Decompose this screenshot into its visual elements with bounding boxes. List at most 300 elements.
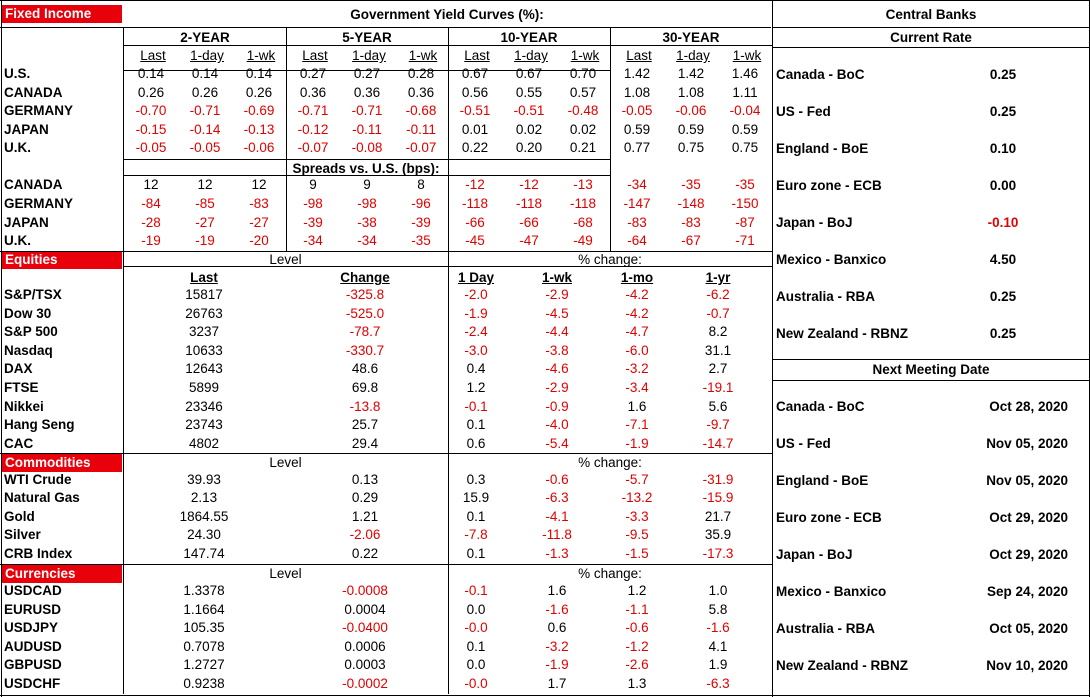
- yield-cell: 0.01: [461, 121, 489, 137]
- currencies-cell: -6.3: [706, 676, 730, 691]
- yield-cell: -0.06: [243, 140, 275, 156]
- equities-cell: 29.4: [351, 435, 379, 451]
- spread-cell: -12: [465, 177, 485, 192]
- equities-row-name: S&P 500: [4, 324, 58, 340]
- govt-yield-title: Government Yield Curves (%):: [350, 7, 544, 22]
- row-divider: [773, 380, 1090, 381]
- commodities-cell: -9.5: [625, 527, 649, 543]
- commodities-cell: 0.13: [351, 472, 379, 487]
- meeting-date: Nov 10, 2020: [986, 658, 1068, 673]
- meeting-date: Nov 05, 2020: [986, 473, 1068, 488]
- yield-cell: 1.42: [677, 66, 705, 81]
- equities-row-name: FTSE: [4, 380, 39, 395]
- equities-cell: -4.4: [545, 324, 569, 340]
- yield-cell: 1.42: [623, 66, 651, 81]
- equities-cell: 1.6: [627, 398, 647, 414]
- yield-subcol-header: 1-day: [514, 48, 548, 63]
- currencies-pct-label: % change:: [578, 566, 642, 581]
- commodities-cell: -4.1: [545, 508, 569, 524]
- spread-cell: -64: [627, 233, 647, 249]
- equities-cell: 12643: [185, 361, 223, 377]
- commodities-cell: -11.8: [542, 527, 572, 543]
- yield-cell: 1.11: [732, 84, 758, 100]
- equities-cell: 8.2: [708, 324, 728, 340]
- bank-rate: 0.25: [989, 289, 1017, 304]
- bank-name: Japan - BoJ: [776, 215, 853, 230]
- equities-cell: -19.1: [702, 380, 734, 395]
- currencies-cell: -0.0: [464, 620, 488, 636]
- meeting-date: Nov 05, 2020: [986, 436, 1068, 451]
- column-divider: [1, 0, 2, 697]
- yield-cell: 0.26: [245, 84, 273, 100]
- spread-cell: -83: [681, 214, 701, 230]
- yield-cell: -0.07: [297, 140, 329, 156]
- row-divider: [0, 564, 773, 565]
- yield-cell: -0.70: [135, 103, 167, 119]
- row-divider: [0, 27, 771, 28]
- bank-rate: -0.10: [987, 215, 1019, 230]
- current-rate-title: Current Rate: [890, 30, 972, 45]
- currencies-cell: 1.2727: [183, 657, 225, 673]
- yield-subcol-header: 1-day: [352, 48, 386, 63]
- spread-cell: -35: [681, 177, 701, 192]
- currencies-cell: -0.6: [625, 620, 649, 636]
- equities-cell: -6.0: [625, 342, 649, 358]
- currencies-cell: 1.6: [547, 583, 567, 598]
- currencies-row-name: AUDUSD: [4, 638, 62, 654]
- equities-cell: -3.2: [625, 361, 649, 377]
- spread-cell: -71: [735, 233, 755, 249]
- yield-cell: -0.51: [459, 103, 491, 119]
- currencies-row-name: USDJPY: [4, 620, 59, 636]
- yield-cell: 0.57: [569, 84, 597, 100]
- currencies-cell: 1.3378: [183, 583, 225, 598]
- yield-subcol-header: 1-day: [190, 48, 224, 63]
- country-label: JAPAN: [4, 121, 49, 137]
- yield-subcol-header: 1-wk: [732, 48, 762, 63]
- equities-cell: 26763: [185, 305, 223, 321]
- commodities-row-name: Natural Gas: [4, 490, 80, 506]
- yield-cell: -0.68: [405, 103, 437, 119]
- equities-cell: -4.2: [625, 305, 649, 321]
- bank-name: England - BoE: [776, 141, 869, 156]
- spreads-title: Spreads vs. U.S. (bps):: [292, 161, 440, 176]
- spread-cell: -118: [569, 195, 597, 211]
- equities-header: Equities: [1, 251, 122, 269]
- spread-cell: -38: [357, 214, 377, 230]
- equities-cell: 23346: [185, 398, 223, 414]
- equities-cell: 5.6: [708, 398, 728, 414]
- commodities-cell: 0.3: [466, 472, 486, 487]
- yield-cell: 0.27: [299, 66, 327, 81]
- currencies-cell: 0.0003: [344, 657, 386, 673]
- spread-cell: -34: [627, 177, 647, 192]
- yield-cell: 0.21: [569, 140, 597, 156]
- spread-cell: -83: [249, 195, 269, 211]
- currencies-row-name: USDCAD: [4, 583, 62, 598]
- equities-cell: -1.9: [464, 305, 488, 321]
- commodities-cell: -2.06: [349, 527, 381, 543]
- spread-cell: -67: [681, 233, 701, 249]
- yield-cell: -0.13: [243, 121, 275, 137]
- currencies-cell: -3.2: [545, 638, 569, 654]
- spread-cell: -27: [195, 214, 215, 230]
- yield-subcol-header: 1-wk: [408, 48, 438, 63]
- equities-row-name: Dow 30: [4, 305, 52, 321]
- equity-col-header: 1-mo: [620, 270, 654, 285]
- equities-cell: -4.0: [545, 417, 569, 433]
- column-divider: [772, 0, 773, 697]
- yield-cell: 1.46: [731, 66, 759, 81]
- commodities-cell: -1.5: [625, 545, 649, 561]
- equities-cell: -525.0: [345, 305, 385, 321]
- bank-name: Mexico - Banxico: [776, 584, 887, 599]
- yield-cell: 0.14: [245, 66, 273, 81]
- yield-cell: 0.70: [569, 66, 597, 81]
- currencies-cell: 1.9: [708, 657, 728, 673]
- commodities-cell: -0.6: [545, 472, 569, 487]
- meeting-date: Oct 29, 2020: [989, 510, 1068, 525]
- commodities-row-name: CRB Index: [4, 545, 73, 561]
- country-label: GERMANY: [4, 103, 74, 119]
- spread-cell: -35: [411, 233, 431, 249]
- yield-subcol-header: Last: [140, 48, 166, 63]
- commodities-cell: 35.9: [704, 527, 732, 543]
- currencies-cell: -0.0002: [342, 676, 388, 691]
- commodities-cell: -6.3: [545, 490, 569, 506]
- yield-cell: 0.75: [731, 140, 759, 156]
- equities-cell: -4.6: [545, 361, 569, 377]
- currencies-cell: 1.7: [547, 676, 567, 691]
- country-label: CANADA: [4, 84, 63, 100]
- spread-cell: -87: [735, 214, 755, 230]
- spread-cell: -66: [519, 214, 539, 230]
- equities-cell: -1.9: [625, 435, 649, 451]
- bank-rate: 0.25: [989, 104, 1017, 119]
- currencies-cell: -1.6: [706, 620, 730, 636]
- currencies-cell: 0.0004: [344, 601, 386, 617]
- currencies-row-name: EURUSD: [4, 601, 62, 617]
- equities-cell: -13.8: [349, 398, 381, 414]
- commodities-cell: -15.9: [702, 490, 734, 506]
- spread-cell: -84: [141, 195, 161, 211]
- equity-col-header: 1 Day: [457, 270, 495, 285]
- row-divider: [773, 359, 1090, 360]
- bank-name: US - Fed: [776, 104, 831, 119]
- spread-cell: 12: [251, 177, 267, 192]
- currencies-cell: 0.0: [466, 657, 486, 673]
- currencies-cell: -0.0400: [342, 620, 388, 636]
- equities-cell: -4.2: [625, 287, 649, 302]
- bank-name: Australia - RBA: [776, 289, 876, 304]
- yield-cell: 0.20: [515, 140, 543, 156]
- equities-level-label: Level: [269, 252, 302, 267]
- central-banks-title: Central Banks: [885, 7, 977, 22]
- spread-cell: -35: [735, 177, 755, 192]
- country-label: JAPAN: [4, 214, 49, 230]
- commodities-cell: -5.7: [625, 472, 649, 487]
- country-label: GERMANY: [4, 195, 74, 211]
- bank-rate: 0.10: [989, 141, 1017, 156]
- commodities-cell: -1.3: [545, 545, 569, 561]
- currencies-cell: 0.6: [547, 620, 567, 636]
- equities-cell: 1.2: [466, 380, 486, 395]
- country-label: U.K.: [4, 140, 31, 156]
- yield-subcol-header: 1-wk: [570, 48, 600, 63]
- commodities-pct-label: % change:: [578, 455, 642, 470]
- equities-cell: -0.7: [706, 305, 730, 321]
- spread-cell: -45: [465, 233, 485, 249]
- yield-cell: 0.75: [677, 140, 705, 156]
- equities-cell: 0.6: [466, 435, 486, 451]
- yield-cell: -0.11: [406, 121, 436, 137]
- yield-cell: -0.08: [351, 140, 383, 156]
- currencies-cell: 105.35: [183, 620, 225, 636]
- row-divider: [773, 47, 1090, 48]
- currencies-cell: 0.1: [466, 638, 486, 654]
- equities-cell: -7.1: [625, 417, 649, 433]
- yield-subcol-header: 1-wk: [246, 48, 276, 63]
- yield-subcol-header: Last: [464, 48, 490, 63]
- spread-cell: -12: [519, 177, 539, 192]
- equity-col-header: 1-yr: [705, 270, 731, 285]
- bank-rate: 0.25: [989, 67, 1017, 82]
- next-meeting-title: Next Meeting Date: [872, 362, 990, 377]
- yield-cell: -0.71: [297, 103, 329, 119]
- spread-cell: 12: [143, 177, 159, 192]
- equities-row-name: Nasdaq: [4, 342, 53, 358]
- commodities-cell: 39.93: [187, 472, 221, 487]
- spread-cell: -34: [303, 233, 323, 249]
- spread-cell: -39: [411, 214, 431, 230]
- bank-name: Canada - BoC: [776, 399, 865, 414]
- equities-cell: 69.8: [351, 380, 379, 395]
- yield-cell: 0.02: [569, 121, 597, 137]
- country-label: U.K.: [4, 233, 31, 249]
- equities-cell: -2.9: [545, 380, 569, 395]
- bank-name: Euro zone - ECB: [776, 510, 882, 525]
- yield-cell: 0.59: [677, 121, 705, 137]
- commodities-row-name: WTI Crude: [4, 472, 72, 487]
- yield-cell: 0.56: [461, 84, 489, 100]
- equities-cell: -78.7: [349, 324, 381, 340]
- commodities-cell: 21.7: [704, 508, 732, 524]
- bank-name: US - Fed: [776, 436, 831, 451]
- spread-cell: 9: [363, 177, 371, 192]
- spread-cell: -98: [357, 195, 377, 211]
- equities-row-name: Nikkei: [4, 398, 44, 414]
- equities-cell: 25.7: [351, 417, 379, 433]
- yield-cell: 0.14: [191, 66, 219, 81]
- yield-cell: -0.07: [405, 140, 437, 156]
- spread-cell: -98: [303, 195, 323, 211]
- tenor-header: 10-YEAR: [500, 30, 558, 45]
- meeting-date: Oct 28, 2020: [989, 399, 1068, 414]
- currencies-cell: -0.1: [464, 583, 488, 598]
- bank-rate: 4.50: [989, 252, 1017, 267]
- equities-cell: -2.4: [464, 324, 488, 340]
- commodities-row-name: Silver: [4, 527, 41, 543]
- spread-cell: 9: [309, 177, 317, 192]
- commodities-cell: 24.30: [187, 527, 221, 543]
- currencies-cell: -1.6: [545, 601, 569, 617]
- commodities-cell: -7.8: [464, 527, 488, 543]
- spread-cell: -118: [515, 195, 543, 211]
- equities-row-name: DAX: [4, 361, 33, 377]
- bank-name: Australia - RBA: [776, 621, 876, 636]
- equities-row-name: Hang Seng: [4, 417, 75, 433]
- equities-cell: 4802: [188, 435, 220, 451]
- currencies-cell: 0.0006: [344, 638, 386, 654]
- currencies-cell: -0.0: [464, 676, 488, 691]
- currencies-cell: 0.0: [466, 601, 486, 617]
- meeting-date: Sep 24, 2020: [986, 584, 1068, 599]
- equities-cell: -3.8: [545, 342, 569, 358]
- yield-cell: 0.59: [731, 121, 759, 137]
- spread-cell: -49: [573, 233, 593, 249]
- yield-subcol-header: Last: [626, 48, 652, 63]
- bank-name: Japan - BoJ: [776, 547, 853, 562]
- yield-cell: 0.77: [623, 140, 651, 156]
- currencies-cell: -1.9: [545, 657, 569, 673]
- commodities-cell: 1.21: [351, 508, 379, 524]
- spread-cell: -19: [141, 233, 161, 249]
- yield-cell: 0.36: [299, 84, 327, 100]
- row-divider: [124, 159, 610, 160]
- yield-cell: -0.48: [567, 103, 599, 119]
- spread-cell: -39: [303, 214, 323, 230]
- row-divider: [0, 251, 773, 252]
- currencies-header: Currencies: [1, 565, 122, 583]
- equity-col-header: Last: [190, 270, 218, 285]
- equities-cell: -2.0: [464, 287, 488, 302]
- yield-cell: -0.12: [297, 121, 329, 137]
- bank-name: Euro zone - ECB: [776, 178, 882, 193]
- yield-cell: 0.55: [515, 84, 543, 100]
- row-divider: [773, 27, 1090, 28]
- spread-cell: -96: [411, 195, 431, 211]
- yield-cell: 0.28: [407, 66, 435, 81]
- spread-cell: -66: [465, 214, 485, 230]
- currencies-row-name: USDCHF: [4, 676, 61, 691]
- yield-cell: -0.69: [243, 103, 275, 119]
- equities-cell: -14.7: [702, 435, 734, 451]
- yield-cell: 0.26: [191, 84, 219, 100]
- spread-cell: 12: [197, 177, 213, 192]
- currencies-cell: 0.9238: [183, 676, 225, 691]
- currencies-cell: 1.0: [708, 583, 728, 598]
- yield-cell: 0.27: [353, 66, 381, 81]
- equities-cell: -0.1: [464, 398, 488, 414]
- tenor-header: 2-YEAR: [180, 30, 230, 45]
- commodities-cell: 0.29: [351, 490, 379, 506]
- equities-cell: -3.0: [464, 342, 488, 358]
- spread-cell: -148: [677, 195, 705, 211]
- yield-cell: 0.59: [623, 121, 651, 137]
- yield-cell: 1.08: [677, 84, 705, 100]
- spread-cell: -83: [627, 214, 647, 230]
- spread-cell: -47: [519, 233, 539, 249]
- fixed-income-header: Fixed Income: [1, 5, 122, 23]
- equities-cell: 0.1: [466, 417, 486, 433]
- equities-cell: -4.7: [625, 324, 649, 340]
- bank-rate: 0.25: [989, 326, 1017, 341]
- bank-name: Mexico - Banxico: [776, 252, 887, 267]
- spread-cell: -68: [573, 214, 593, 230]
- country-label: U.S.: [4, 66, 31, 81]
- commodities-cell: 2.13: [190, 490, 218, 506]
- currencies-cell: -1.1: [625, 601, 649, 617]
- equities-cell: -5.4: [545, 435, 569, 451]
- yield-cell: -0.71: [189, 103, 221, 119]
- yield-cell: -0.51: [513, 103, 545, 119]
- bank-name: Canada - BoC: [776, 67, 865, 82]
- commodities-cell: -31.9: [702, 472, 734, 487]
- yield-cell: 0.36: [407, 84, 435, 100]
- spread-cell: -147: [623, 195, 651, 211]
- country-label: CANADA: [4, 177, 63, 192]
- equities-cell: -2.9: [545, 287, 569, 302]
- bank-rate: 0.00: [989, 178, 1017, 193]
- equities-cell: 0.4: [466, 361, 486, 377]
- yield-cell: 0.02: [515, 121, 543, 137]
- spread-cell: -27: [249, 214, 269, 230]
- commodities-header: Commodities: [1, 454, 122, 472]
- currencies-cell: -2.6: [625, 657, 649, 673]
- commodities-cell: -13.2: [621, 490, 653, 506]
- yield-cell: -0.71: [351, 103, 383, 119]
- currencies-cell: 1.1664: [183, 601, 225, 617]
- commodities-cell: 1864.55: [179, 508, 229, 524]
- spread-cell: -150: [731, 195, 759, 211]
- yield-cell: 0.26: [137, 84, 165, 100]
- commodities-cell: 0.1: [466, 545, 486, 561]
- yield-cell: -0.15: [135, 121, 167, 137]
- equities-cell: 3237: [188, 324, 220, 340]
- commodities-cell: -3.3: [625, 508, 649, 524]
- yield-cell: 0.14: [137, 66, 165, 81]
- commodities-row-name: Gold: [4, 508, 35, 524]
- tenor-header: 30-YEAR: [662, 30, 720, 45]
- yield-cell: 0.67: [515, 66, 543, 81]
- currencies-row-name: GBPUSD: [4, 657, 62, 673]
- equities-cell: 31.1: [704, 342, 732, 358]
- currencies-cell: 0.7078: [183, 638, 225, 654]
- meeting-date: Oct 29, 2020: [989, 547, 1068, 562]
- currencies-cell: 4.1: [708, 638, 728, 654]
- equities-cell: 2.7: [708, 361, 728, 377]
- bank-name: England - BoE: [776, 473, 869, 488]
- equities-pct-label: % change:: [578, 252, 642, 267]
- spread-cell: -19: [195, 233, 215, 249]
- yield-cell: -0.11: [352, 121, 382, 137]
- commodities-cell: 0.1: [466, 508, 486, 524]
- equities-cell: -0.9: [545, 398, 569, 414]
- currencies-cell: -1.2: [625, 638, 649, 654]
- spread-cell: -118: [461, 195, 489, 211]
- equities-cell: 23743: [185, 417, 223, 433]
- yield-subcol-header: Last: [302, 48, 328, 63]
- yield-subcol-header: 1-day: [676, 48, 710, 63]
- equities-cell: -3.4: [625, 380, 649, 395]
- currencies-level-label: Level: [269, 566, 302, 581]
- bank-name: New Zealand - RBNZ: [776, 326, 909, 341]
- commodities-cell: 0.22: [351, 545, 379, 561]
- commodities-cell: 147.74: [183, 545, 225, 561]
- equities-cell: -330.7: [345, 342, 385, 358]
- spread-cell: -28: [141, 214, 161, 230]
- equities-row-name: S&P/TSX: [4, 287, 62, 302]
